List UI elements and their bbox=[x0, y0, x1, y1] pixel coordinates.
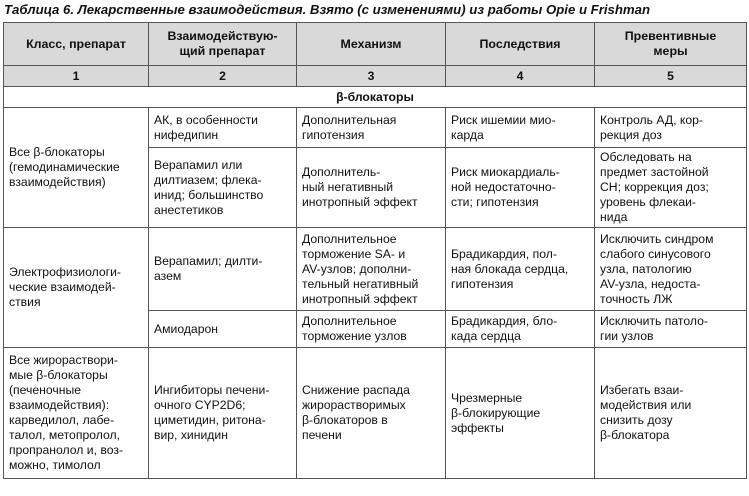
interacting-drug-cell: Ингибиторы печени- очного CYP2D6; циметидин, ритона- вир, хинидин bbox=[149, 348, 297, 479]
preventive-cell: Избегать взаи- модействия или снизить дозу β-блокатора bbox=[595, 348, 747, 479]
column-number: 4 bbox=[446, 66, 595, 87]
header-class-drug: Класс, препарат bbox=[4, 23, 149, 66]
preventive-cell: Обследовать на предмет застойной СН; коррекция доз; уровень флекаи- нида bbox=[595, 148, 747, 228]
class-cell: Все β-блокаторы (гемодинамические взаимодействия) bbox=[4, 108, 149, 228]
consequences-cell: Риск ишемии мио- карда bbox=[446, 108, 595, 148]
section-row bbox=[4, 87, 747, 108]
consequences-cell: Брадикардия, бло- када сердца bbox=[446, 311, 595, 348]
mechanism-cell: Дополнитель- ный негативный инотропный эффект bbox=[297, 148, 446, 228]
section-title: β-блокаторы bbox=[4, 87, 747, 108]
preventive-cell: Исключить патоло- гии узлов bbox=[595, 311, 747, 348]
preventive-cell: Контроль АД, кор- рекция доз bbox=[595, 108, 747, 148]
consequences-cell: Чрезмерные β-блокирующие эффекты bbox=[446, 348, 595, 479]
interacting-drug-cell: Верапамил или дилтиазем; флека- инид; большинство анестетиков bbox=[149, 148, 297, 228]
consequences-cell: Риск миокардиаль- ной недостаточно- сти; гипотензия bbox=[446, 148, 595, 228]
column-number: 3 bbox=[297, 66, 446, 87]
header-interacting-drug: Взаимодействую- щий препарат bbox=[149, 23, 297, 66]
class-cell: Электрофизиологи- ческие взаимодей- ствия bbox=[4, 228, 149, 348]
mechanism-cell: Дополнительная гипотензия bbox=[297, 108, 446, 148]
interacting-drug-cell: АК, в особенности нифедипин bbox=[149, 108, 297, 148]
header-preventive-measures: Превентивные меры bbox=[595, 23, 747, 66]
header-consequences: Последствия bbox=[446, 23, 595, 66]
mechanism-cell: Снижение распада жирорастворимых β-блокаторов в печени bbox=[297, 348, 446, 479]
mechanism-cell: Дополнительное торможение узлов bbox=[297, 311, 446, 348]
interacting-drug-cell: Амиодарон bbox=[149, 311, 297, 348]
preventive-cell: Исключить синдром слабого синусового узла, патологию AV-узла, недоста- точность ЛЖ bbox=[595, 228, 747, 311]
class-cell: Все жирораствори- мые β-блокаторы (печеночные взаимодействия): карведилол, лабе- талол, метопролол, пропранолол и, воз- можно, тимолол bbox=[4, 348, 149, 479]
drug-interactions-table bbox=[3, 22, 747, 479]
table-caption: Таблица 6. Лекарственные взаимодействия. Взято (с изменениями) из работы Opie и Frishman bbox=[4, 2, 651, 17]
mechanism-cell: Дополнительное торможение SA- и AV-узлов; дополни- тельный негативный инотропный эффект bbox=[297, 228, 446, 311]
table-header-row bbox=[4, 23, 747, 66]
table-row bbox=[4, 108, 747, 148]
header-mechanism: Механизм bbox=[297, 23, 446, 66]
column-number-row bbox=[4, 66, 747, 87]
column-number: 5 bbox=[595, 66, 747, 87]
table-row bbox=[4, 348, 747, 479]
interacting-drug-cell: Верапамил; дилти- азем bbox=[149, 228, 297, 311]
column-number: 1 bbox=[4, 66, 149, 87]
column-number: 2 bbox=[149, 66, 297, 87]
table-row bbox=[4, 228, 747, 311]
consequences-cell: Брадикардия, пол- ная блокада сердца, гипотензия bbox=[446, 228, 595, 311]
